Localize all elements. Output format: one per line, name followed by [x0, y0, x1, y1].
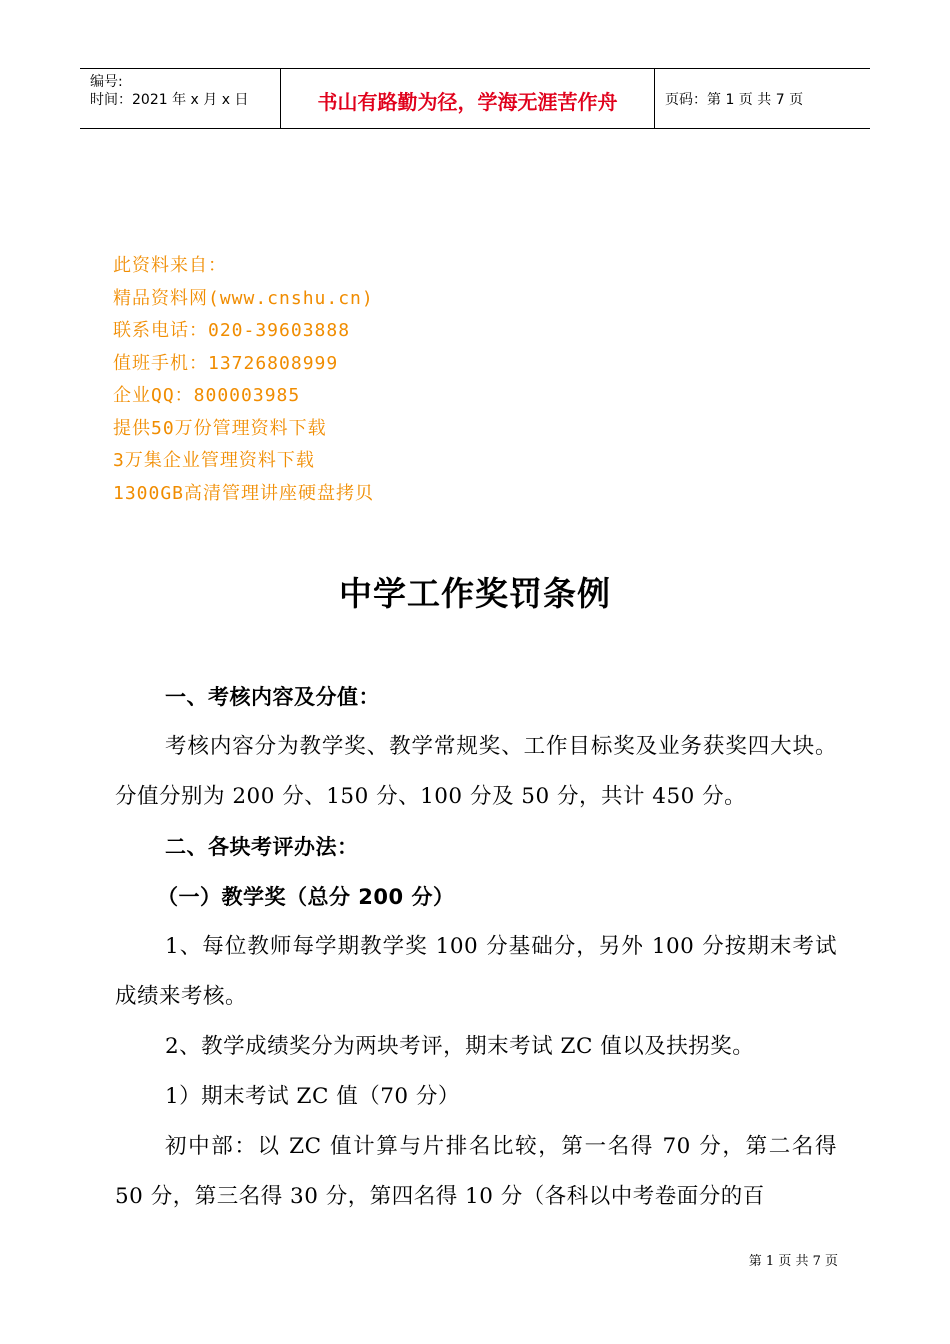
subsection-heading: （一）教学奖（总分 200 分） — [157, 885, 455, 909]
header-left-cell — [80, 69, 281, 128]
paragraph: 初中部：以 ZC 值计算与片排名比较，第一名得 70 分，第二名得 50 分，第三名得 30 分，第四名得 10 分（各科以中考卷面分的百 — [115, 1134, 837, 1209]
source-info-line: 企业QQ：800003985 — [113, 385, 301, 406]
document-number-label: 编号: — [90, 74, 123, 90]
header-page-number: 页码：第 1 页 共 7 页 — [665, 92, 804, 108]
source-info-line: 值班手机：13726808999 — [113, 352, 339, 374]
source-info-line: 此资料来自： — [113, 255, 227, 276]
page-footer-number: 第 1 页 共 7 页 — [748, 1254, 838, 1269]
source-info-line: 联系电话：020-39603888 — [113, 320, 351, 341]
source-info-line: 提供50万份管理资料下载 — [113, 417, 327, 439]
source-info-block — [113, 250, 374, 510]
page-header — [80, 68, 870, 129]
header-motto: 书山有路勤为径，学海无涯苦作舟 — [317, 90, 618, 114]
header-middle-cell — [281, 69, 655, 128]
section-heading: 二、各块考评办法： — [165, 835, 359, 859]
document-title: 中学工作奖罚条例 — [339, 574, 611, 613]
source-info-line: 1300GB高清管理讲座硬盘拷贝 — [113, 482, 375, 504]
paragraph: 2、教学成绩奖分为两块考评，期末考试 ZC 值以及扶拐奖。 — [165, 1034, 755, 1059]
source-info-line: 3万集企业管理资料下载 — [113, 450, 315, 471]
source-info-line: 精品资料网(www.cnshu.cn) — [113, 287, 374, 309]
paragraph: 考核内容分为教学奖、教学常规奖、工作目标奖及业务获奖四大块。分值分别为 200 分、150 分、100 分及 50 分，共计 450 分。 — [115, 734, 837, 809]
document-body — [115, 672, 837, 1222]
section-heading: 一、考核内容及分值： — [165, 685, 380, 709]
header-right-cell — [655, 69, 870, 128]
paragraph: 1）期末考试 ZC 值（70 分） — [165, 1084, 460, 1109]
paragraph: 1、每位教师每学期教学奖 100 分基础分，另外 100 分按期末考试成绩来考核。 — [115, 934, 837, 1009]
document-time-label: 时间：2021 年 x 月 x 日 — [90, 92, 249, 108]
